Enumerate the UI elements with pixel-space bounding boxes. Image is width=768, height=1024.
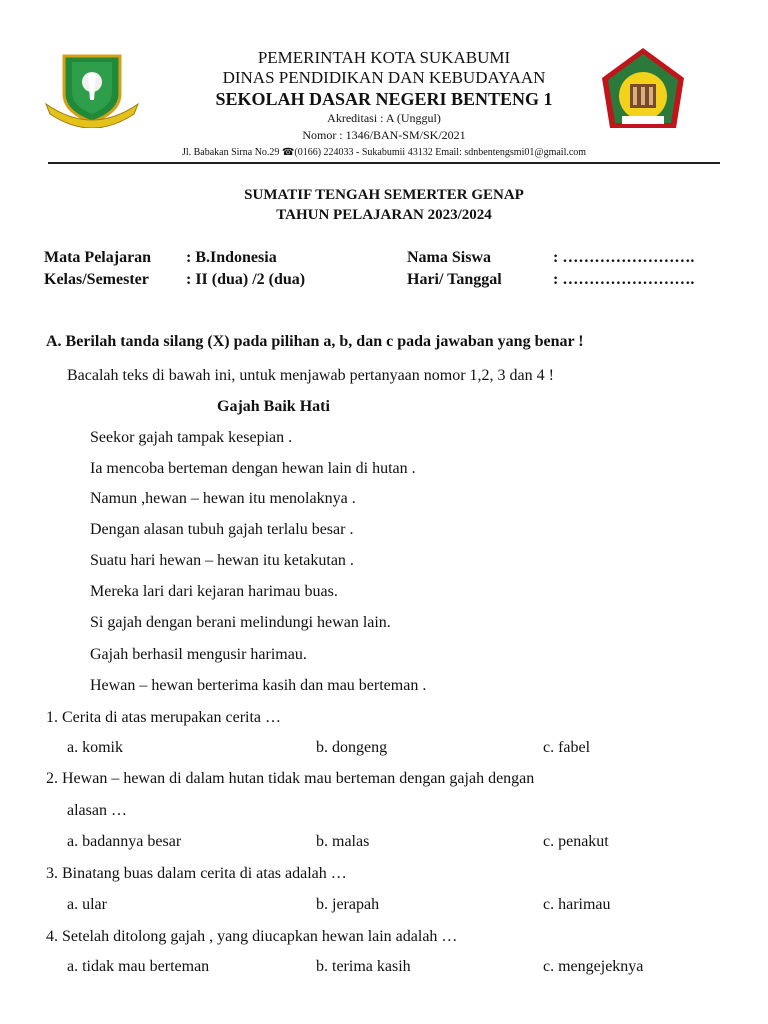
q4-option-c[interactable]: c. mengejeknya [543, 958, 644, 975]
q4-option-b[interactable]: b. terima kasih [316, 958, 411, 975]
q2-option-b[interactable]: b. malas [316, 833, 370, 850]
q3-option-c[interactable]: c. harimau [543, 896, 611, 913]
exam-year: TAHUN PELAJARAN 2023/2024 [276, 207, 492, 223]
reading-instruction: Bacalah teks di bawah ini, untuk menjawab pertanyaan nomor 1,2, 3 dan 4 ! [67, 367, 554, 384]
class-value: : II (dua) /2 (dua) [186, 271, 306, 288]
story-line: Gajah berhasil mengusir harimau. [90, 646, 307, 663]
question-1: 1. Cerita di atas merupakan cerita … [46, 709, 282, 726]
subject-label: Mata Pelajaran [44, 249, 152, 266]
letterhead-divider [48, 162, 720, 164]
story-line: Dengan alasan tubuh gajah terlalu besar . [90, 521, 354, 538]
gov-line: PEMERINTAH KOTA SUKABUMI [257, 48, 511, 67]
address-line: Jl. Babakan Sirna No.29 ☎(0166) 224033 - Sukabumii 43132 Email: sdnbentengsmi01@gmail.com [181, 147, 587, 158]
q2-option-c[interactable]: c. penakut [543, 833, 609, 850]
class-label: Kelas/Semester [44, 271, 149, 288]
student-name-label: Nama Siswa [407, 249, 492, 266]
q4-option-a[interactable]: a. tidak mau berteman [67, 958, 210, 975]
q3-option-a[interactable]: a. ular [67, 896, 107, 913]
question-4: 4. Setelah ditolong gajah , yang diucapkan hewan lain adalah … [46, 928, 458, 945]
q1-option-a[interactable]: a. komik [67, 739, 123, 756]
date-label: Hari/ Tanggal [407, 271, 502, 288]
question-3: 3. Binatang buas dalam cerita di atas adalah … [46, 865, 347, 882]
question-2-continued: alasan … [67, 802, 127, 819]
story-title: Gajah Baik Hati [217, 398, 330, 415]
decree-number: Nomor : 1346/BAN-SM/SK/2021 [302, 128, 466, 142]
q1-option-b[interactable]: b. dongeng [316, 739, 388, 756]
story-line: Namun ,hewan – hewan itu menolaknya . [90, 490, 356, 507]
story-line: Hewan – hewan berterima kasih dan mau berteman . [90, 677, 427, 694]
date-field: : ……………………. [553, 271, 695, 288]
q3-option-b[interactable]: b. jerapah [316, 896, 380, 913]
department-line: DINAS PENDIDIKAN DAN KEBUDAYAAN [222, 68, 546, 87]
student-name-field: : ……………………. [553, 249, 695, 266]
exam-title: SUMATIF TENGAH SEMERTER GENAP [244, 187, 524, 203]
story-line: Mereka lari dari kejaran harimau buas. [90, 583, 338, 600]
school-name: SEKOLAH DASAR NEGERI BENTENG 1 [215, 89, 553, 109]
section-a-instruction: A. Berilah tanda silang (X) pada pilihan a, b, dan c pada jawaban yang benar ! [46, 333, 584, 350]
story-line: Suatu hari hewan – hewan itu ketakutan . [90, 552, 354, 569]
story-line: Ia mencoba berteman dengan hewan lain di hutan . [90, 460, 416, 477]
subject-value: : B.Indonesia [186, 249, 277, 266]
story-line: Si gajah dengan berani melindungi hewan lain. [90, 614, 391, 631]
story-line: Seekor gajah tampak kesepian . [90, 429, 293, 446]
question-2: 2. Hewan – hewan di dalam hutan tidak mau berteman dengan gajah dengan [46, 770, 535, 787]
accreditation-line: Akreditasi : A (Unggul) [327, 111, 441, 125]
q1-option-c[interactable]: c. fabel [543, 739, 591, 756]
q2-option-a[interactable]: a. badannya besar [67, 833, 182, 850]
